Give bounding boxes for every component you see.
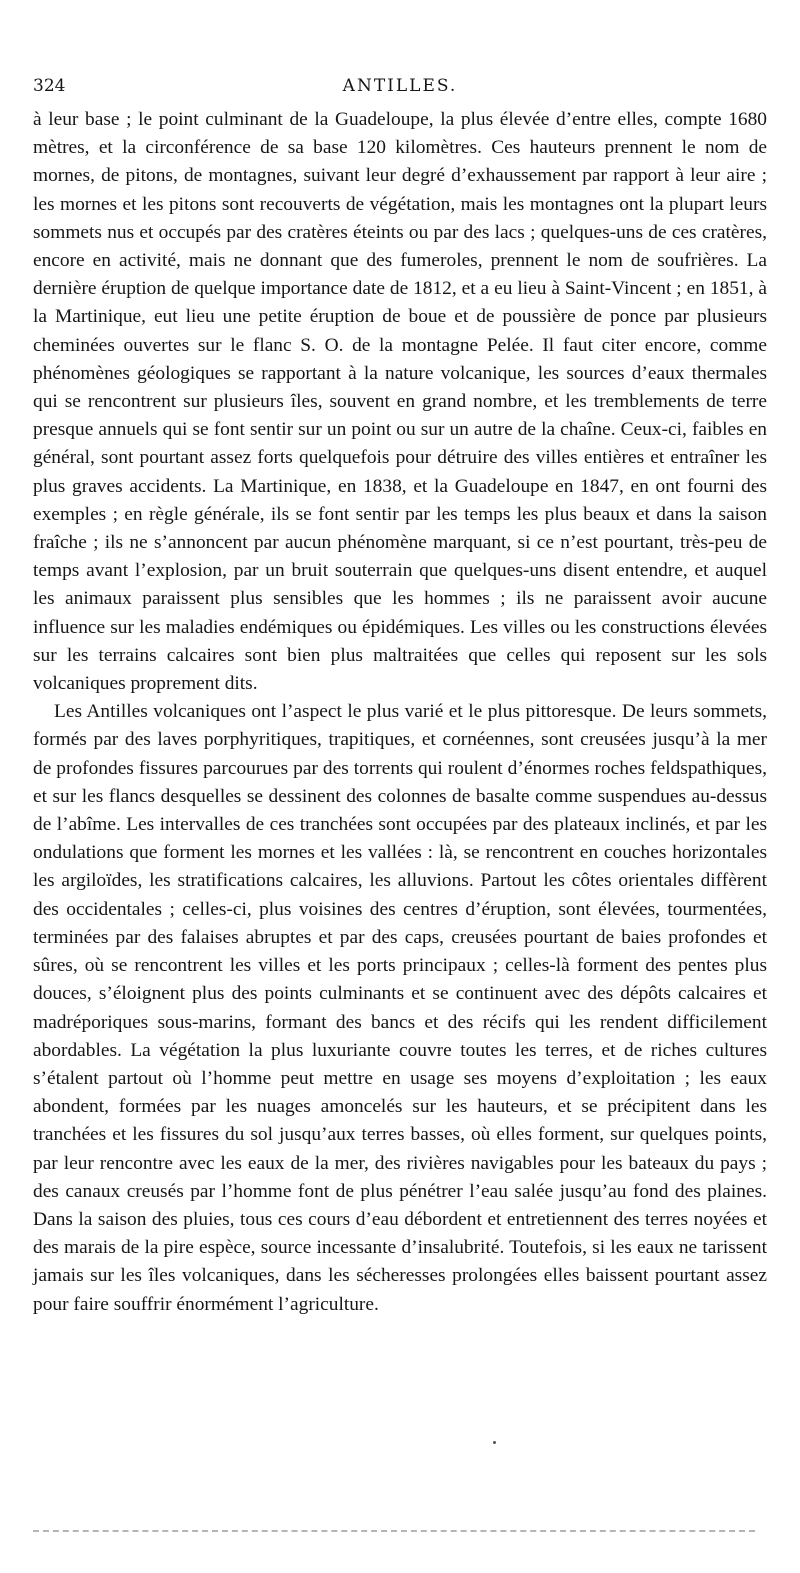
- footer-rule: [33, 1530, 755, 1532]
- running-title: ANTILLES.: [342, 76, 458, 96]
- page-number: 324: [33, 76, 66, 96]
- stray-ink-dot: [493, 1441, 496, 1444]
- paragraph-volcanic-landscape: Les Antilles volcaniques ont l’aspect le plus varié et le plus pittoresque. De leurs sommets, formés par des laves porphyritiques, trapitiques, et cornéennes, sont creusées jusqu’à la mer de profondes fissures parcourues par des torrents qui roulent d’énormes roches feldspathiques, et sur les flancs desquelles se dessinent des colonnes de basalte comme suspendues au-dessus de l’abîme. Les intervalles de ces tranchées sont occupées par des plateaux inclinés, et par les ondulations que forment les mornes et les vallées : là, se rencontrent en couches horizontales les argiloïdes, les stratifications calcaires, les alluvions. Partout les côtes orientales diffèrent des occidentales ; celles-ci, plus voisines des centres d’éruption, sont élevées, tourmentées, terminées par des falaises abruptes et par des caps, creusées pourtant de baies profondes et sûres, où se rencontrent les villes et les ports principaux ; celles-là forment des pentes plus douces, s’éloignent plus des points culminants et se continuent avec des dépôts calcaires et madréporiques sous-marins, formant des bancs et des récifs qui les rendent difficilement abordables. La végétation la plus luxuriante couvre toutes les terres, et de riches cultures s’étalent partout où l’homme peut mettre en usage ses moyens d’exploitation ; les eaux abondent, formées par les nuages amoncelés sur les hauteurs, et se précipitent dans les tranchées et les fissures du sol jusqu’aux terres basses, où elles forment, sur quelques points, par leur rencontre avec les eaux de la mer, des rivières navigables pour les bateaux du pays ; des canaux creusés par l’homme font de plus pénétrer l’eau salée jusqu’au fond des plaines. Dans la saison des pluies, tous ces cours d’eau débordent et entretiennent des terres noyées et des marais de la pire espèce, source incessante d’insalubrité. Toutefois, si les eaux ne tarissent jamais sur les îles volcaniques, dans les sécheresses prolongées elles baissent pourtant assez pour faire souffrir énormément l’agriculture.: [33, 701, 767, 1315]
- paragraph-volcanic-heights: à leur base ; le point culminant de la Guadeloupe, la plus élevée d’entre elles, compte 1680 mètres, et la circonférence de sa base 120 kilomètres. Ces hauteurs prennent le nom de mornes, de pitons, de montagnes, suivant leur degré d’exhaussement par rapport à leur aire ; les mornes et les pitons sont recouverts de végétation, mais les montagnes ont la plupart leurs sommets nus et occupés par des cratères éteints ou par des lacs ; quelques-uns de ces cratères, encore en activité, mais ne donnant que des fumeroles, prennent le nom de soufrières. La dernière éruption de quelque importance date de 1812, et a eu lieu à Saint-Vincent ; en 1851, à la Martinique, eut lieu une petite éruption de boue et de poussière de ponce par plusieurs cheminées ouvertes sur le flanc S. O. de la montagne Pelée. Il faut citer encore, comme phénomènes géologiques se rapportant à la nature volcanique, les sources d’eaux thermales qui se rencontrent sur plusieurs îles, souvent en grand nombre, et les tremblements de terre presque annuels qui se font sentir sur un point ou sur un autre de la chaîne. Ceux-ci, faibles en général, sont pourtant assez forts quelquefois pour détruire des villes entières et entraîner les plus graves accidents. La Martinique, en 1838, et la Guadeloupe en 1847, en ont fourni des exemples ; en règle générale, ils se font sentir par les temps les plus beaux et dans la saison fraîche ; ils ne s’annoncent par aucun phénomène marquant, si ce n’est pourtant, très-peu de temps avant l’explosion, par un bruit souterrain que quelques-uns disent entendre, et auquel les animaux paraissent plus sensibles que les hommes ; ils ne paraissent avoir aucune influence sur les maladies endémiques ou épidémiques. Les villes ou les constructions élevées sur les terrains calcaires sont bien plus maltraitées que celles qui reposent sur les sols volcaniques proprement dits.: [33, 109, 767, 695]
- body-text: [33, 106, 767, 1319]
- page-header: [33, 74, 767, 98]
